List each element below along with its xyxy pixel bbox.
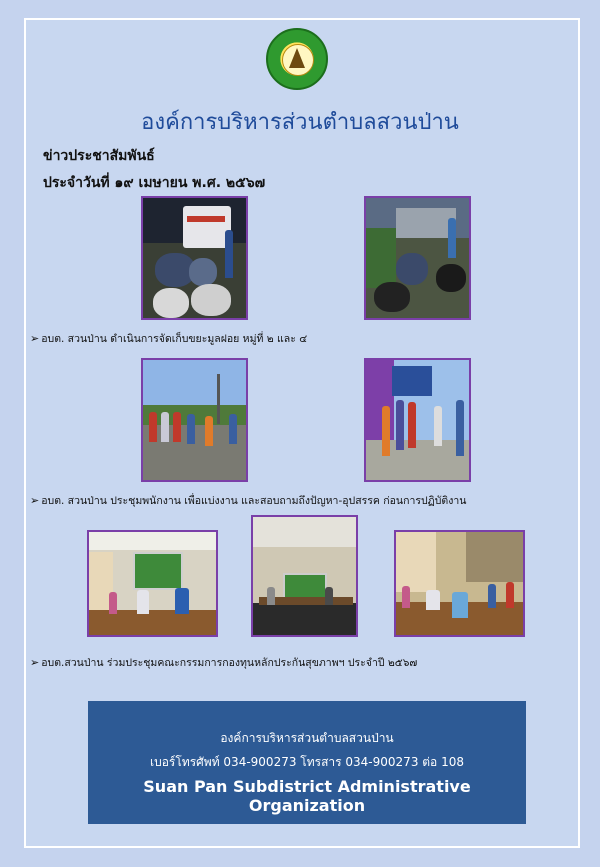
org-seal-logo <box>266 28 328 90</box>
photo-staff-lineup <box>141 358 248 482</box>
photo-garbage-truck <box>141 196 248 320</box>
arrow-bullet-icon: ➢ <box>30 656 40 669</box>
release-date: ประจำวันที่ ๑๙ เมษายน พ.ศ. ๒๕๖๗ <box>43 175 266 191</box>
arrow-bullet-icon: ➢ <box>30 494 40 507</box>
arrow-bullet-icon: ➢ <box>30 332 40 345</box>
press-release-label: ข่าวประชาสัมพันธ์ <box>43 148 155 164</box>
news-caption-3: ➢ อบต.สวนป่าน ร่วมประชุมคณะกรรมการกองทุนหลักประกันสุขภาพฯ ประจำปี ๒๕๖๗ <box>30 656 418 669</box>
news-caption-2: ➢ อบต. สวนป่าน ประชุมพนักงาน เพื่อแบ่งงาน และสอบถามถึงปัญหา-อุปสรรค ก่อนการปฏิบัติงาน <box>30 494 467 507</box>
contact-footer <box>88 701 526 824</box>
photo-staff-briefing <box>364 358 471 482</box>
photo-meeting-table <box>87 530 218 637</box>
page-title: องค์การบริหารส่วนตำบลสวนป่าน <box>141 110 459 135</box>
news-caption-1: ➢ อบต. สวนป่าน ดำเนินการจัดเก็บขยะมูลฝอย หมู่ที่ ๒ และ ๔ <box>30 332 308 345</box>
photo-meeting-discussion <box>394 530 525 637</box>
photo-garbage-bags <box>364 196 471 320</box>
temple-icon <box>289 48 305 68</box>
footer-org-name-en: Suan Pan Subdistrict Administrative Organization <box>143 777 471 815</box>
photo-meeting-room <box>251 515 358 637</box>
footer-contact-numbers: เบอร์โทรศัพท์ 034-900273 โทรสาร 034-900273 ต่อ 108 <box>150 755 464 769</box>
footer-org-name-th: องค์การบริหารส่วนตำบลสวนป่าน <box>220 731 394 745</box>
